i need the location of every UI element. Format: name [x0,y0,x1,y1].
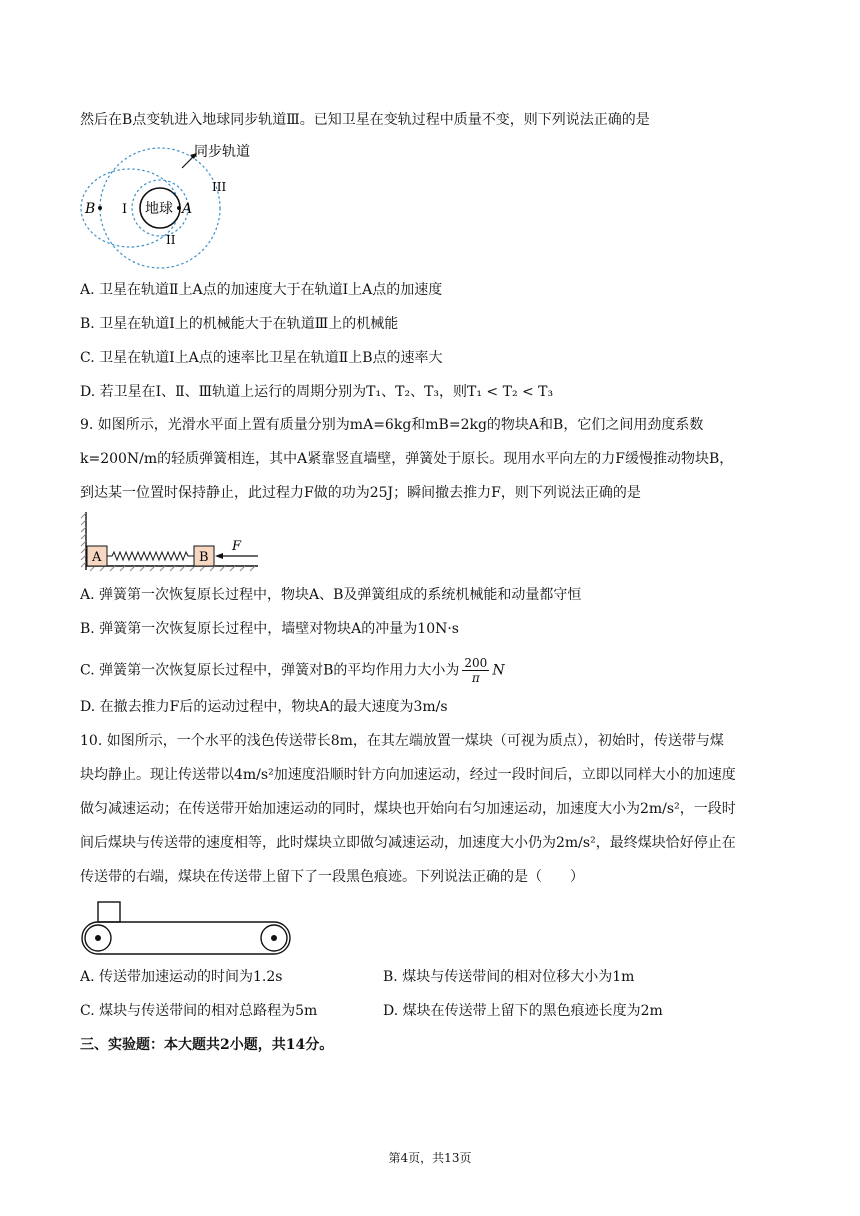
force-F-arrowhead [215,553,223,559]
orbit-diagram [80,140,260,270]
question-8-stem-end: 然后在B点变轨进入地球同步轨道Ⅲ。已知卫星在变轨过程中质量不变，则下列说法正确的是 [80,112,650,128]
label-point-B: B [85,201,96,217]
fraction-denominator: π [471,671,480,685]
label-point-A: A [182,201,193,217]
q8-option-b: B. 卫星在轨道Ⅰ上的机械能大于在轨道Ⅲ上的机械能 [80,316,399,332]
page-footer: 第4页，共13页 [388,1151,472,1165]
q10-stem-line-1: 10. 如图所示，一个水平的浅色传送带长8m，在其左端放置一煤块（可视为质点），初始时，传送带与煤 [80,733,724,749]
force-F-label: F [232,539,242,554]
q9-option-a: A. 弹簧第一次恢复原长过程中，物块A、B及弹簧组成的系统机械能和动量都守恒 [80,587,582,603]
spring [107,552,194,560]
q8-option-c: C. 卫星在轨道Ⅰ上A点的速率比卫星在轨道Ⅱ上B点的速率大 [80,350,443,366]
q10-stem-line-2: 块均静止。现让传送带以4m/s²加速度沿顺时针方向加速运动，经过一段时间后，立即以同样大小的加速度 [80,767,736,783]
q10-option-b: B. 煤块与传送带间的相对位移大小为1m [383,969,635,985]
label-earth: 地球 [145,201,173,217]
q10-option-c: C. 煤块与传送带间的相对总路程为5m [80,1003,318,1019]
label-orbit-I: I [122,202,128,217]
conveyor-belt-diagram [80,898,296,958]
floor-hatching [90,566,255,571]
block-A-label: A [92,550,102,565]
q9-stem-line-3: 到达某一位置时保持静止，此过程力F做的功为25J；瞬间撤去推力F，则下列说法正确的是 [80,485,641,501]
left-pulley-axle [95,935,101,941]
q10-stem-line-4: 间后煤块与传送带的速度相等，此时煤块立即做匀减速运动，加速度大小仍为2m/s²，最终煤块恰好停止在 [80,835,736,851]
q9-option-d: D. 在撤去推力F后的运动过程中，物块A的最大速度为3m/s [80,699,448,715]
fraction-200-over-pi [462,656,489,685]
q10-option-d: D. 煤块在传送带上留下的黑色痕迹长度为2m [383,1003,663,1019]
q9-option-b: B. 弹簧第一次恢复原长过程中，墙壁对物块A的冲量为10N·s [80,621,459,637]
unit-N: N [492,662,505,679]
fraction-numerator: 200 [464,656,488,670]
q9-stem-line-2: k=200N/m的轻质弹簧相连，其中A紧靠竖直墙壁，弹簧处于原长。现用水平向左的力F缓慢推动物块B， [80,451,734,467]
q10-option-a: A. 传送带加速运动的时间为1.2s [80,969,283,985]
point-A-marker [177,206,181,210]
section-heading: 三、实验题：本大题共2小题，共14分。 [80,1037,334,1053]
q9-stem-line-1: 9. 如图所示，光滑水平面上置有质量分别为mA=6kg和mB=2kg的物块A和B，它们之间用劲度系数 [80,417,704,433]
wall-hatching [81,513,86,567]
sync-orbit-pointer [182,156,194,168]
q10-stem-line-5: 传送带的右端，煤块在传送带上留下了一段黑色痕迹。下列说法正确的是（ ） [80,869,584,885]
block-B-label: B [199,550,209,565]
q10-stem-line-3: 做匀减速运动；在传送带开始加速运动的同时，煤块也开始向右匀加速运动，加速度大小为2m/s²，一段时 [80,801,736,817]
q8-option-a: A. 卫星在轨道Ⅱ上A点的加速度大于在轨道Ⅰ上A点的加速度 [80,282,443,298]
right-pulley-axle [271,935,277,941]
point-B-marker [98,206,102,210]
label-orbit-III: III [212,180,227,194]
q9-option-c [80,656,505,685]
spring-block-diagram [80,508,270,576]
q8-option-d: D. 若卫星在Ⅰ、Ⅱ、Ⅲ轨道上运行的周期分别为T₁、T₂、T₃，则T₁ < T₂ < T₃ [80,384,554,400]
label-sync-orbit: 同步轨道 [194,144,250,160]
coal-block [98,902,120,922]
label-orbit-II: II [166,233,176,247]
q9-option-c-text: C. 弹簧第一次恢复原长过程中，弹簧对B的平均作用力大小为 [80,662,460,679]
